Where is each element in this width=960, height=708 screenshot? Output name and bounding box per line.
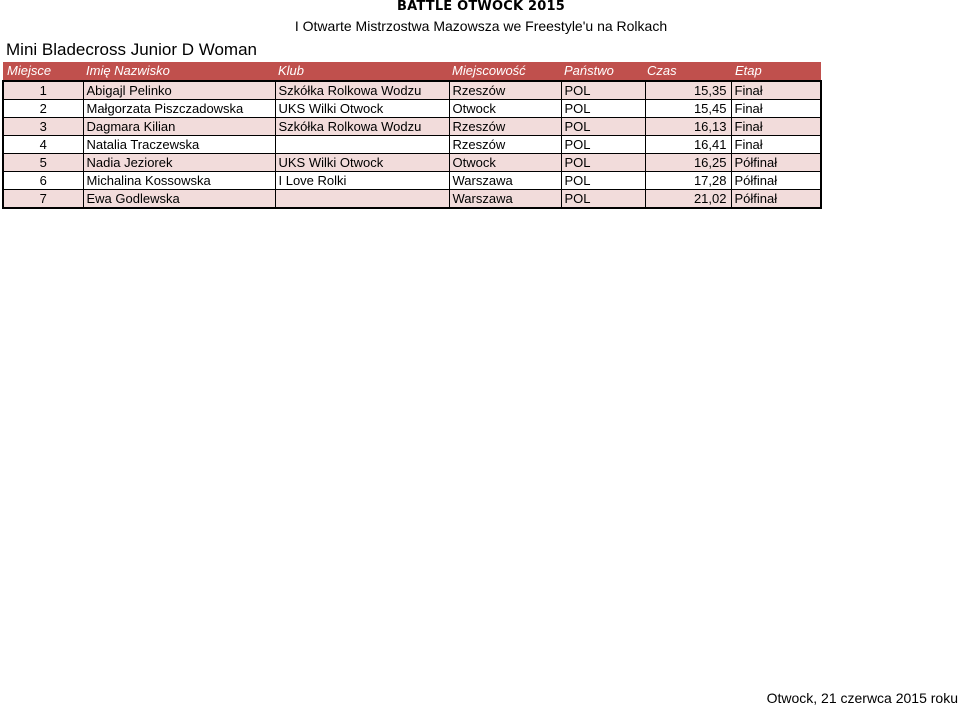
column-header-name: Imię Nazwisko <box>83 62 275 81</box>
cell-club <box>275 136 449 154</box>
cell-name: Abigajl Pelinko <box>83 81 275 100</box>
category-title: Mini Bladecross Junior D Woman <box>6 40 257 59</box>
cell-country: POL <box>561 118 645 136</box>
column-header-stage: Etap <box>731 62 821 81</box>
cell-country: POL <box>561 172 645 190</box>
cell-name: Natalia Traczewska <box>83 136 275 154</box>
cell-country: POL <box>561 190 645 209</box>
table-row <box>3 100 821 118</box>
table-row <box>3 172 821 190</box>
cell-time: 17,28 <box>645 172 731 190</box>
cell-stage: Finał <box>731 118 821 136</box>
event-title: BATTLE OTWOCK 2015 <box>397 0 565 14</box>
cell-club: UKS Wilki Otwock <box>275 100 449 118</box>
cell-city: Otwock <box>449 154 561 172</box>
cell-time: 21,02 <box>645 190 731 209</box>
cell-place: 1 <box>3 81 83 100</box>
cell-stage: Finał <box>731 100 821 118</box>
cell-name: Michalina Kossowska <box>83 172 275 190</box>
table-row <box>3 154 821 172</box>
cell-name: Nadia Jeziorek <box>83 154 275 172</box>
cell-name: Ewa Godlewska <box>83 190 275 209</box>
table-row <box>3 190 821 209</box>
cell-place: 4 <box>3 136 83 154</box>
cell-club: Szkółka Rolkowa Wodzu <box>275 118 449 136</box>
table-row <box>3 136 821 154</box>
cell-place: 7 <box>3 190 83 209</box>
cell-city: Rzeszów <box>449 136 561 154</box>
cell-country: POL <box>561 100 645 118</box>
column-header-city: Miejscowość <box>449 62 561 81</box>
cell-place: 5 <box>3 154 83 172</box>
table-row <box>3 81 821 100</box>
cell-name: Dagmara Kilian <box>83 118 275 136</box>
cell-name: Małgorzata Piszczadowska <box>83 100 275 118</box>
cell-place: 3 <box>3 118 83 136</box>
cell-city: Warszawa <box>449 172 561 190</box>
results-table <box>2 62 822 209</box>
cell-stage: Półfinał <box>731 172 821 190</box>
footer-date: Otwock, 21 czerwca 2015 roku <box>766 690 958 706</box>
cell-time: 16,13 <box>645 118 731 136</box>
cell-city: Rzeszów <box>449 81 561 100</box>
cell-club <box>275 190 449 209</box>
cell-club: UKS Wilki Otwock <box>275 154 449 172</box>
cell-country: POL <box>561 154 645 172</box>
column-header-club: Klub <box>275 62 449 81</box>
cell-stage: Finał <box>731 81 821 100</box>
column-header-place: Miejsce <box>3 62 83 81</box>
cell-place: 2 <box>3 100 83 118</box>
cell-stage: Półfinał <box>731 154 821 172</box>
cell-time: 16,41 <box>645 136 731 154</box>
event-subtitle: I Otwarte Mistrzostwa Mazowsza we Freestyle'u na Rolkach <box>294 18 668 34</box>
column-header-country: Państwo <box>561 62 645 81</box>
cell-stage: Półfinał <box>731 190 821 209</box>
cell-city: Otwock <box>449 100 561 118</box>
cell-city: Warszawa <box>449 190 561 209</box>
cell-country: POL <box>561 136 645 154</box>
cell-country: POL <box>561 81 645 100</box>
column-header-time: Czas <box>645 62 731 81</box>
cell-club: Szkółka Rolkowa Wodzu <box>275 81 449 100</box>
cell-stage: Finał <box>731 136 821 154</box>
cell-city: Rzeszów <box>449 118 561 136</box>
cell-place: 6 <box>3 172 83 190</box>
table-row <box>3 118 821 136</box>
cell-time: 16,25 <box>645 154 731 172</box>
header-row <box>3 62 821 81</box>
cell-club: I Love Rolki <box>275 172 449 190</box>
cell-time: 15,45 <box>645 100 731 118</box>
cell-time: 15,35 <box>645 81 731 100</box>
